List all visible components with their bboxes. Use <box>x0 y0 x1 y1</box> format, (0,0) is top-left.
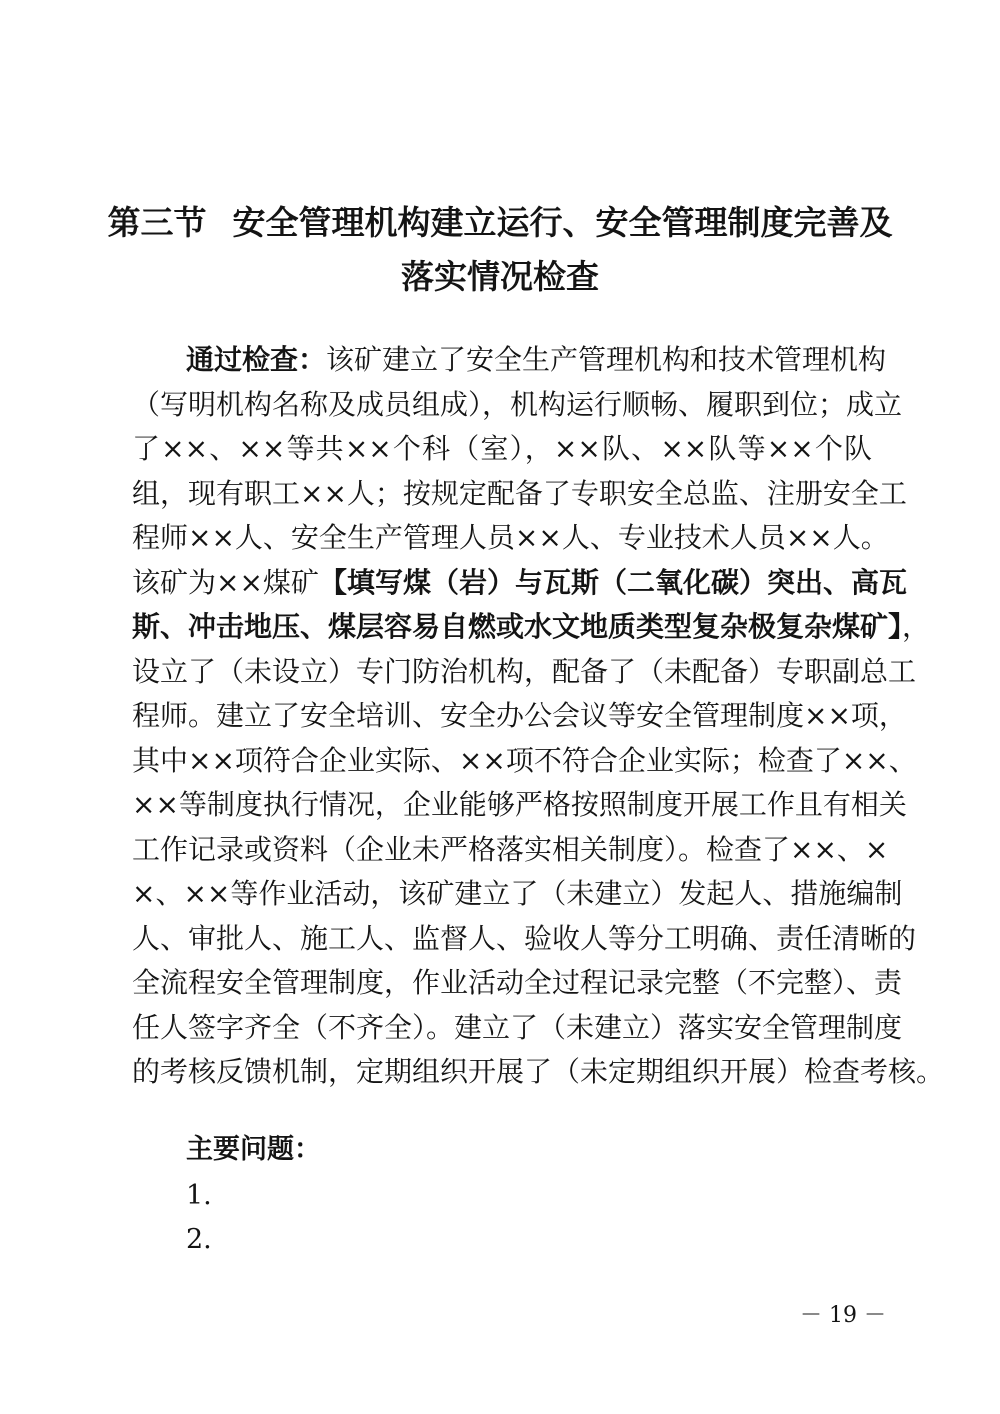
paragraph-line: 设立了（未设立）专门防治机构，配备了（未配备）专职副总工 <box>132 654 917 688</box>
section-number: 第三节 <box>107 203 207 242</box>
problem-item: 2. <box>186 1224 212 1255</box>
paragraph-line: 斯、冲击地压、煤层容易自燃或水文地质类型复杂极复杂煤矿】， <box>132 610 931 643</box>
paragraph-line: 其中××项符合企业实际、××项不符合企业实际；检查了××、 <box>132 743 917 777</box>
paragraph-line: 人、审批人、施工人、监督人、验收人等分工明确、责任清晰的 <box>132 921 917 955</box>
page-number: － 19 － <box>800 1303 886 1328</box>
paragraph-line: ×、××等作业活动，该矿建立了（未建立）发起人、措施编制 <box>132 877 903 910</box>
paragraph-line: 组，现有职工××人；按规定配备了专职安全总监、注册安全工 <box>132 476 907 510</box>
section-title-main: 安全管理机构建立运行、安全管理制度完善及 <box>232 203 893 242</box>
section-title-line-1 <box>100 196 900 250</box>
section-title <box>100 196 900 304</box>
fill-in-instruction: 【填写煤（岩）与瓦斯（二氧化碳）突出、高瓦 <box>318 565 907 599</box>
paragraph-line: 程师。建立了安全培训、安全办公会议等安全管理制度××项， <box>132 699 907 732</box>
paragraph-line: 任人签字齐全（不齐全）。建立了（未建立）落实安全管理制度 <box>132 1010 903 1044</box>
paragraph-line: 程师××人、安全生产管理人员××人、专业技术人员××人。 <box>132 521 889 554</box>
problem-item: 1. <box>186 1180 212 1211</box>
paragraph-line: 通过检查：该矿建立了安全生产管理机构和技术管理机构 <box>186 343 887 376</box>
paragraph-line: 全流程安全管理制度，作业活动全过程记录完整（不完整）、责 <box>132 966 903 999</box>
paragraph-line: 了××、××等共××个科（室），××队、××队等××个队 <box>132 432 872 465</box>
paragraph-line: 工作记录或资料（企业未严格落实相关制度）。检查了××、× <box>132 832 889 866</box>
body-paragraph <box>132 338 945 1095</box>
section-title-line-2: 落实情况检查 <box>401 257 599 296</box>
fill-in-instruction: 斯、冲击地压、煤层容易自燃或水文地质类型复杂极复杂煤矿】 <box>132 610 903 643</box>
paragraph-line: 该矿为××煤矿【填写煤（岩）与瓦斯（二氧化碳）突出、高瓦 <box>132 565 907 599</box>
paragraph-line: 的考核反馈机制，定期组织开展了（未定期组织开展）检查考核。 <box>132 1055 945 1088</box>
paragraph-line: （写明机构名称及成员组成），机构运行顺畅、履职到位；成立 <box>132 387 903 421</box>
paragraph-line: ××等制度执行情况，企业能够严格按照制度开展工作且有相关 <box>132 788 907 821</box>
problems-heading: 主要问题： <box>186 1134 321 1165</box>
paragraph-lead: 通过检查： <box>186 343 327 376</box>
